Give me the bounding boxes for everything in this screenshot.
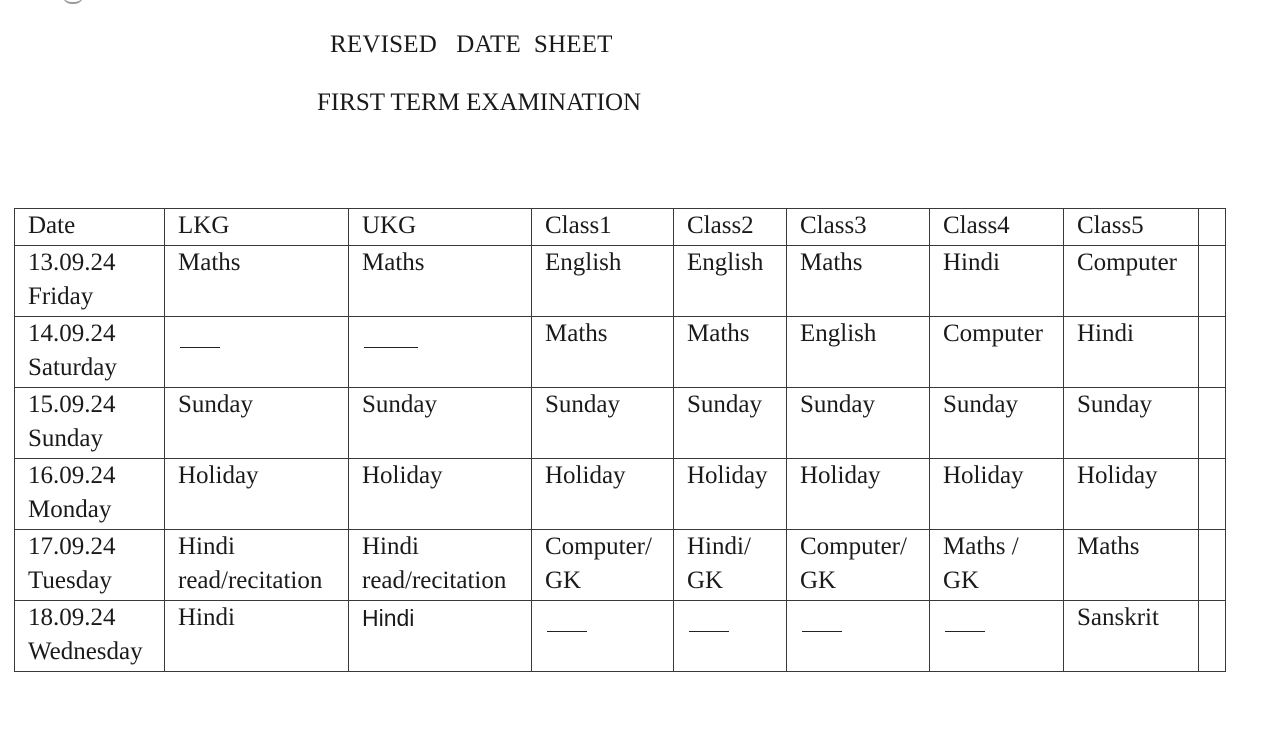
ukg-subject (349, 317, 532, 388)
class3-subject: Sunday (787, 388, 930, 459)
class3-subject: Maths (787, 246, 930, 317)
lkg-subject: Hindi (165, 601, 349, 672)
date-cell (15, 317, 165, 388)
header-class2: Class2 (674, 209, 787, 246)
date-cell (15, 459, 165, 530)
lkg-subject: Sunday (165, 388, 349, 459)
empty-cell (1199, 459, 1226, 530)
exam-day: Friday (28, 283, 94, 310)
class3-subject: English (787, 317, 930, 388)
subject-line: read/recitation (178, 567, 323, 594)
lkg-subject (165, 530, 349, 601)
class5-subject: Hindi (1064, 317, 1199, 388)
exam-date: 14.09.24 (28, 320, 116, 347)
class1-subject: Holiday (532, 459, 674, 530)
class2-subject: Holiday (674, 459, 787, 530)
exam-day: Wednesday (28, 638, 143, 665)
no-exam-dash (945, 631, 985, 632)
ukg-subject (349, 530, 532, 601)
subject-line: GK (687, 567, 724, 594)
empty-cell (1199, 601, 1226, 672)
class2-subject: English (674, 246, 787, 317)
class4-subject: Hindi (930, 246, 1064, 317)
exam-day: Saturday (28, 354, 117, 381)
class5-subject: Sunday (1064, 388, 1199, 459)
table-row (15, 459, 1226, 530)
subject-line: Hindi (178, 533, 235, 560)
subject-line: Computer/ (545, 533, 652, 560)
empty-cell (1199, 530, 1226, 601)
empty-cell (1199, 317, 1226, 388)
header-class4: Class4 (930, 209, 1064, 246)
class2-subject (674, 530, 787, 601)
class5-subject: Maths (1064, 530, 1199, 601)
lkg-subject: Holiday (165, 459, 349, 530)
no-exam-dash (547, 631, 587, 632)
date-sheet-table (14, 208, 1226, 672)
table-row (15, 530, 1226, 601)
table-row (15, 317, 1226, 388)
exam-date: 16.09.24 (28, 462, 116, 489)
header-class1: Class1 (532, 209, 674, 246)
subject-line: Hindi (362, 533, 419, 560)
empty-cell (1199, 388, 1226, 459)
class4-subject (930, 601, 1064, 672)
exam-date: 13.09.24 (28, 249, 116, 276)
ukg-subject: Sunday (349, 388, 532, 459)
class1-subject (532, 601, 674, 672)
no-exam-dash (364, 347, 418, 348)
page-edge-mark (62, 0, 84, 4)
subject-line: read/recitation (362, 567, 507, 594)
class5-subject: Computer (1064, 246, 1199, 317)
ukg-subject: Holiday (349, 459, 532, 530)
ukg-subject: Maths (349, 246, 532, 317)
subject-line: GK (943, 567, 980, 594)
class5-subject: Sanskrit (1064, 601, 1199, 672)
class4-subject: Holiday (930, 459, 1064, 530)
header-lkg: LKG (165, 209, 349, 246)
class1-subject (532, 530, 674, 601)
empty-cell (1199, 246, 1226, 317)
date-cell (15, 388, 165, 459)
header-date: Date (15, 209, 165, 246)
exam-day: Sunday (28, 425, 103, 452)
date-cell (15, 530, 165, 601)
exam-day: Tuesday (28, 567, 112, 594)
exam-date: 17.09.24 (28, 533, 116, 560)
class1-subject: English (532, 246, 674, 317)
class3-subject (787, 601, 930, 672)
header-class3: Class3 (787, 209, 930, 246)
lkg-subject: Maths (165, 246, 349, 317)
subject-line: Hindi/ (687, 533, 751, 560)
exam-day: Monday (28, 496, 112, 523)
subject-line: Computer/ (800, 533, 907, 560)
subject-line: GK (545, 567, 582, 594)
empty-cell (1199, 209, 1226, 246)
date-cell (15, 246, 165, 317)
no-exam-dash (689, 631, 729, 632)
lkg-subject (165, 317, 349, 388)
class4-subject: Computer (930, 317, 1064, 388)
exam-date: 18.09.24 (28, 604, 116, 631)
subject-line: GK (800, 567, 837, 594)
class1-subject: Sunday (532, 388, 674, 459)
subject-line: Maths / (943, 533, 1019, 560)
class2-subject: Sunday (674, 388, 787, 459)
class4-subject (930, 530, 1064, 601)
header-ukg: UKG (349, 209, 532, 246)
class3-subject: Holiday (787, 459, 930, 530)
class2-subject (674, 601, 787, 672)
header-class5: Class5 (1064, 209, 1199, 246)
ukg-subject: Hindi (349, 601, 532, 672)
class1-subject: Maths (532, 317, 674, 388)
table-header-row (15, 209, 1226, 246)
no-exam-dash (802, 631, 842, 632)
class5-subject: Holiday (1064, 459, 1199, 530)
page-title: REVISED DATE SHEET (330, 31, 613, 58)
no-exam-dash (180, 347, 220, 348)
table-row (15, 601, 1226, 672)
table-row (15, 246, 1226, 317)
page-subtitle: FIRST TERM EXAMINATION (317, 89, 642, 116)
class4-subject: Sunday (930, 388, 1064, 459)
exam-date: 15.09.24 (28, 391, 116, 418)
class3-subject (787, 530, 930, 601)
table-row (15, 388, 1226, 459)
class2-subject: Maths (674, 317, 787, 388)
date-cell (15, 601, 165, 672)
